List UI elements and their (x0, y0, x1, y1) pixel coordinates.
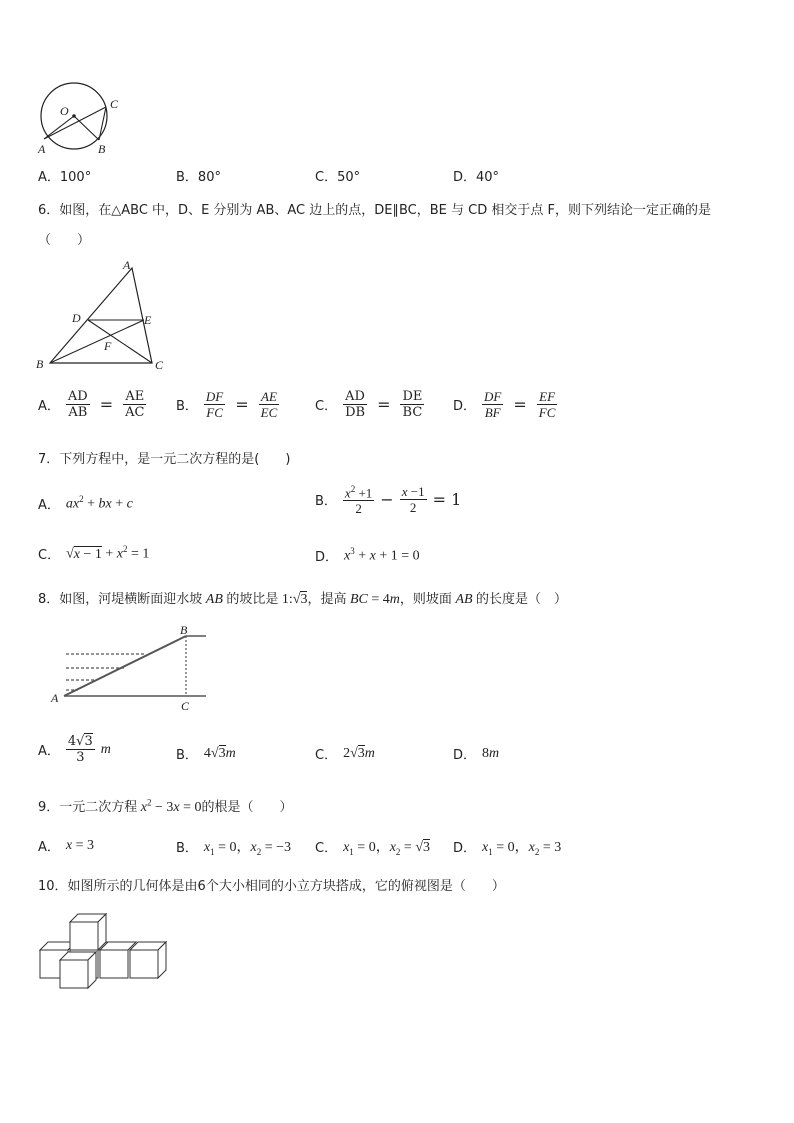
q8-embankment-figure (46, 622, 216, 714)
q9-option-b: B． $x_1 = 0$，$x_2 = -3$ (176, 836, 291, 857)
q9-option-b-letter: B． (176, 840, 198, 856)
q6-option-d-letter: D． (453, 399, 477, 414)
q9-option-d-letter: D． (453, 840, 477, 856)
q8-option-a: A． $\frac{4√3}{3}$ m (38, 734, 111, 765)
q8-option-b-letter: B． (176, 748, 198, 763)
q7-option-c-letter: C． (38, 548, 61, 563)
q7-option-d-expression: $x^3 + x + 1 = 0$ (344, 546, 420, 564)
q6-option-d-left-fraction: $\frac{DF}{BF}$ (484, 389, 502, 420)
q8-stem: 8．如图，河堤横断面迎水坡 AB 的坡比是 1:√3，提高 BC = 4m，则坡面 AB 的长度是（ ） (38, 592, 568, 607)
q6-option-a-left-fraction: $\frac{AD}{AB}$ (67, 389, 88, 420)
q8-option-c: C． 2√3m (315, 745, 375, 763)
q5-label-a: A (38, 142, 46, 156)
q7-option-b-fraction1: $\frac{x^2 +1}{2}$ (344, 484, 373, 517)
q7-option-b-fraction2: $\frac{x -1}{2}$ (401, 483, 425, 515)
q7-option-a-expression: $ax^2$ + bx + c (65, 494, 133, 512)
q8-option-b: B． 4√3m (176, 745, 236, 763)
q6-option-a-letter: A． (38, 399, 60, 414)
q6-label-e: E (144, 313, 152, 327)
q8-option-a-letter: A． (38, 744, 60, 759)
q6-option-c: C． $\frac{AD}{DB}$ = $\frac{DE}{BC}$ (315, 389, 423, 420)
q8-label-a: A (51, 691, 59, 705)
q7-option-a (38, 494, 133, 513)
q7-option-b: B． $\frac{x^2 +1}{2}$ − $\frac{x -1}{2}$ = 1 (315, 483, 462, 517)
q6-option-c-left-fraction: $\frac{AD}{DB}$ (345, 389, 366, 420)
q8-label-c: C (181, 699, 190, 713)
q7-option-d-letter: D． (315, 550, 339, 565)
q9-option-d: D． $x_1 = 0$，$x_2 = 3$ (453, 836, 561, 857)
q6-label-a: A (123, 258, 131, 272)
q6-option-a-right-fraction: $\frac{AE}{AC}$ (125, 389, 145, 420)
q8-option-d-letter: D． (453, 748, 477, 763)
q7-stem: 7．下列方程中，是一元二次方程的是( ) (38, 452, 291, 467)
q9-option-a: A． x = 3 (38, 837, 95, 855)
q6-option-d: D． $\frac{DF}{BF}$ = $\frac{EF}{FC}$ (453, 389, 556, 420)
q6-option-c-letter: C． (315, 399, 338, 414)
q7-option-a-letter: A． (38, 498, 60, 513)
q9-option-c: C． $x_1 = 0$，$x_2 = √3$ (315, 836, 430, 857)
q6-option-b-left-fraction: $\frac{DF}{FC}$ (205, 389, 224, 420)
q6-option-d-right-fraction: $\frac{EF}{FC}$ (538, 389, 556, 420)
q10-cubes-figure (36, 908, 176, 992)
q6-triangle-figure (34, 256, 174, 374)
q5-label-b: B (98, 142, 106, 156)
q10-stem: 10．如图所示的几何体是由6个大小相同的小立方块搭成，它的俯视图是（ ） (38, 879, 505, 894)
q5-option-c: C．50° (315, 170, 361, 185)
q5-option-b: B．80° (176, 170, 221, 185)
q9-option-a-letter: A． (38, 840, 60, 855)
q8-option-c-letter: C． (315, 748, 338, 763)
q7-option-d (315, 546, 420, 565)
q6-option-b: B． $\frac{DF}{FC}$ = $\frac{AE}{EC}$ (176, 389, 278, 420)
q6-option-b-letter: B． (176, 399, 198, 414)
q6-option-a: A． $\frac{AD}{AB}$ = $\frac{AE}{AC}$ (38, 389, 145, 420)
q5-option-d: D．40° (453, 170, 500, 185)
q6-stem-line1: 6．如图，在△ABC 中，D、E 分别为 AB、AC 边上的点，DE∥BC，BE 与 CD 相交于点 F，则下列结论一定正确的是 (38, 203, 711, 218)
q5-label-c: C (110, 97, 119, 111)
q5-label-o: O (60, 104, 69, 118)
q5-option-a: A．100° (38, 170, 92, 185)
q6-label-f: F (104, 339, 112, 353)
q6-option-c-right-fraction: $\frac{DE}{BC}$ (402, 389, 423, 420)
q7-option-b-letter: B． (315, 493, 337, 509)
q6-label-d: D (72, 311, 81, 325)
q6-label-c: C (155, 358, 164, 372)
q7-option-c (38, 544, 149, 563)
q9-option-c-letter: C． (315, 840, 338, 856)
q6-option-b-right-fraction: $\frac{AE}{EC}$ (260, 389, 278, 420)
q8-option-a-fraction: $\frac{4√3}{3}$ (67, 734, 93, 765)
q5-circle-figure (34, 82, 134, 158)
q6-stem-line2: （ ） (38, 233, 91, 248)
q9-stem: 9．一元二次方程 $x^2 - 3x = 0$的根是（ ） (38, 797, 293, 815)
q7-option-c-expression: $√x - 1 + x^2 = 1$ (66, 544, 150, 562)
q8-label-b: B (180, 623, 188, 637)
q6-label-b: B (36, 357, 44, 371)
q8-option-d: D． 8m (453, 745, 500, 763)
